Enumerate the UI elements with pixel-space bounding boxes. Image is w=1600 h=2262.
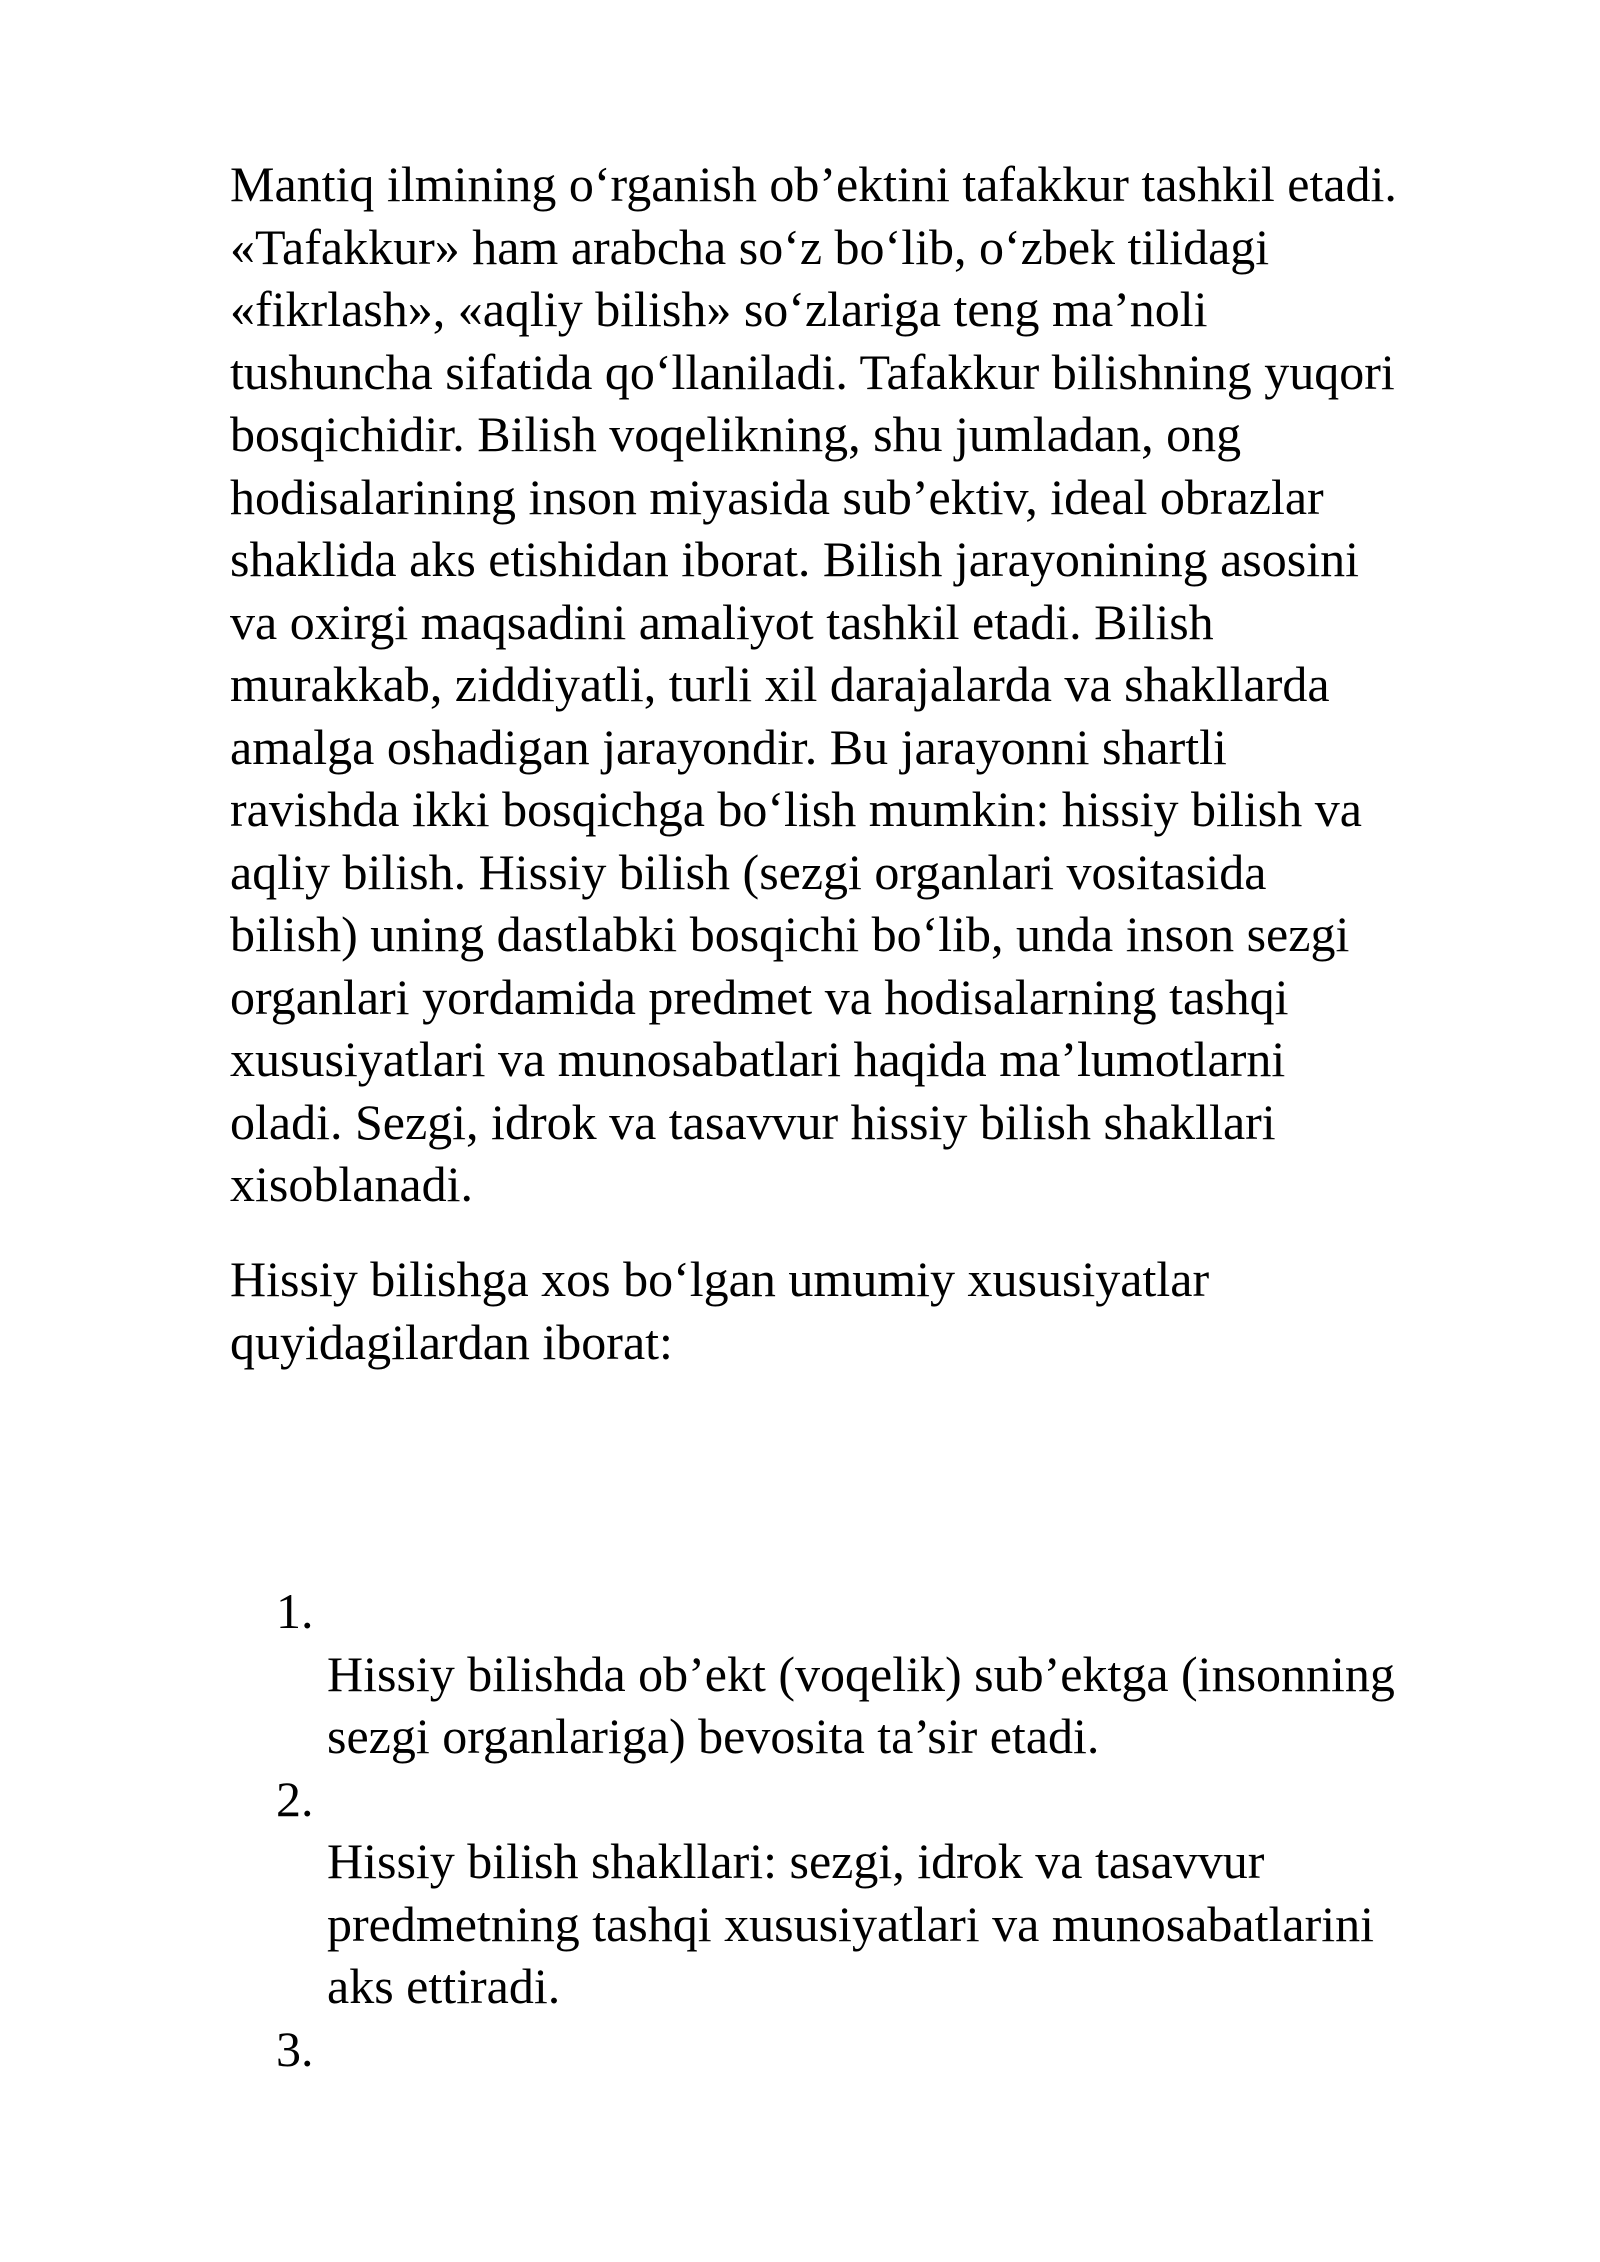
paragraph-line: tushuncha sifatida qo‘llaniladi. Tafakkur bilishning yuqori xyxy=(230,343,1395,400)
list-item-line: sezgi organlariga) bevosita ta’sir etadi. xyxy=(327,1708,1100,1764)
paragraph-line: organlari yordamida predmet va hodisalarning tashqi xyxy=(230,968,1289,1025)
list-item-text xyxy=(230,1830,1530,2018)
list-item-line: Hissiy bilish shakllari: sezgi, idrok va tasavvur xyxy=(327,1833,1265,1889)
paragraph-line: ravishda ikki bosqichga bo‘lish mumkin: hissiy bilish va xyxy=(230,781,1362,837)
paragraph-intro xyxy=(230,153,1530,1216)
list-item-number: 1. xyxy=(276,1583,314,1639)
paragraph-line: aqliy bilish. Hissiy bilish (sezgi organlari vositasida xyxy=(230,843,1267,900)
paragraph-line: bosqichidir. Bilish voqelikning, shu jumladan, ong xyxy=(230,406,1242,462)
paragraph-line: bilish) uning dastlabki bosqichi bo‘lib, unda inson sezgi xyxy=(230,906,1350,962)
list-item xyxy=(230,2018,1530,2081)
list-item-line: Hissiy bilishda ob’ekt (voqelik) sub’ektga (insonning xyxy=(327,1645,1395,1702)
paragraph-line: va oxirgi maqsadini amaliyot tashkil etadi. Bilish xyxy=(230,593,1214,650)
list-item-number: 3. xyxy=(276,2020,314,2077)
paragraph-list-intro xyxy=(230,1248,1530,1373)
paragraph-line: Mantiq ilmining o‘rganish ob’ektini tafakkur tashkil etadi. xyxy=(230,156,1397,212)
numbered-list xyxy=(230,1580,1530,2080)
paragraph-line: xususiyatlari va munosabatlari haqida ma’lumotlarni xyxy=(230,1031,1286,1087)
paragraph-line: Hissiy bilishga xos bo‘lgan umumiy xususiyatlar xyxy=(230,1251,1210,1307)
paragraph-line: murakkab, ziddiyatli, turli xil darajalarda va shakllarda xyxy=(230,656,1330,712)
paragraph-line: xisoblanadi. xyxy=(230,1156,474,1212)
list-item xyxy=(230,1768,1530,2018)
list-item-line: predmetning tashqi xususiyatlari va munosabatlarini xyxy=(327,1895,1374,1952)
list-item-text xyxy=(230,1643,1530,1768)
paragraph-line: «fikrlash», «aqliy bilish» so‘zlariga teng ma’noli xyxy=(230,281,1208,337)
list-item-number: 2. xyxy=(276,1770,314,1827)
list-item-line: aks ettiradi. xyxy=(327,1958,561,2014)
paragraph-line: shaklida aks etishidan iborat. Bilish jarayonining asosini xyxy=(230,531,1360,587)
paragraph-line: «Tafakkur» ham arabcha so‘z bo‘lib, o‘zbek tilidagi xyxy=(230,218,1270,275)
paragraph-line: quyidagilardan iborat: xyxy=(230,1313,673,1370)
list-item xyxy=(230,1580,1530,1768)
paragraph-line: amalga oshadigan jarayondir. Bu jarayonni shartli xyxy=(230,718,1227,775)
paragraph-line: hodisalarining inson miyasida sub’ektiv, ideal obrazlar xyxy=(230,468,1324,525)
paragraph-line: oladi. Sezgi, idrok va tasavvur hissiy bilish shakllari xyxy=(230,1093,1276,1150)
